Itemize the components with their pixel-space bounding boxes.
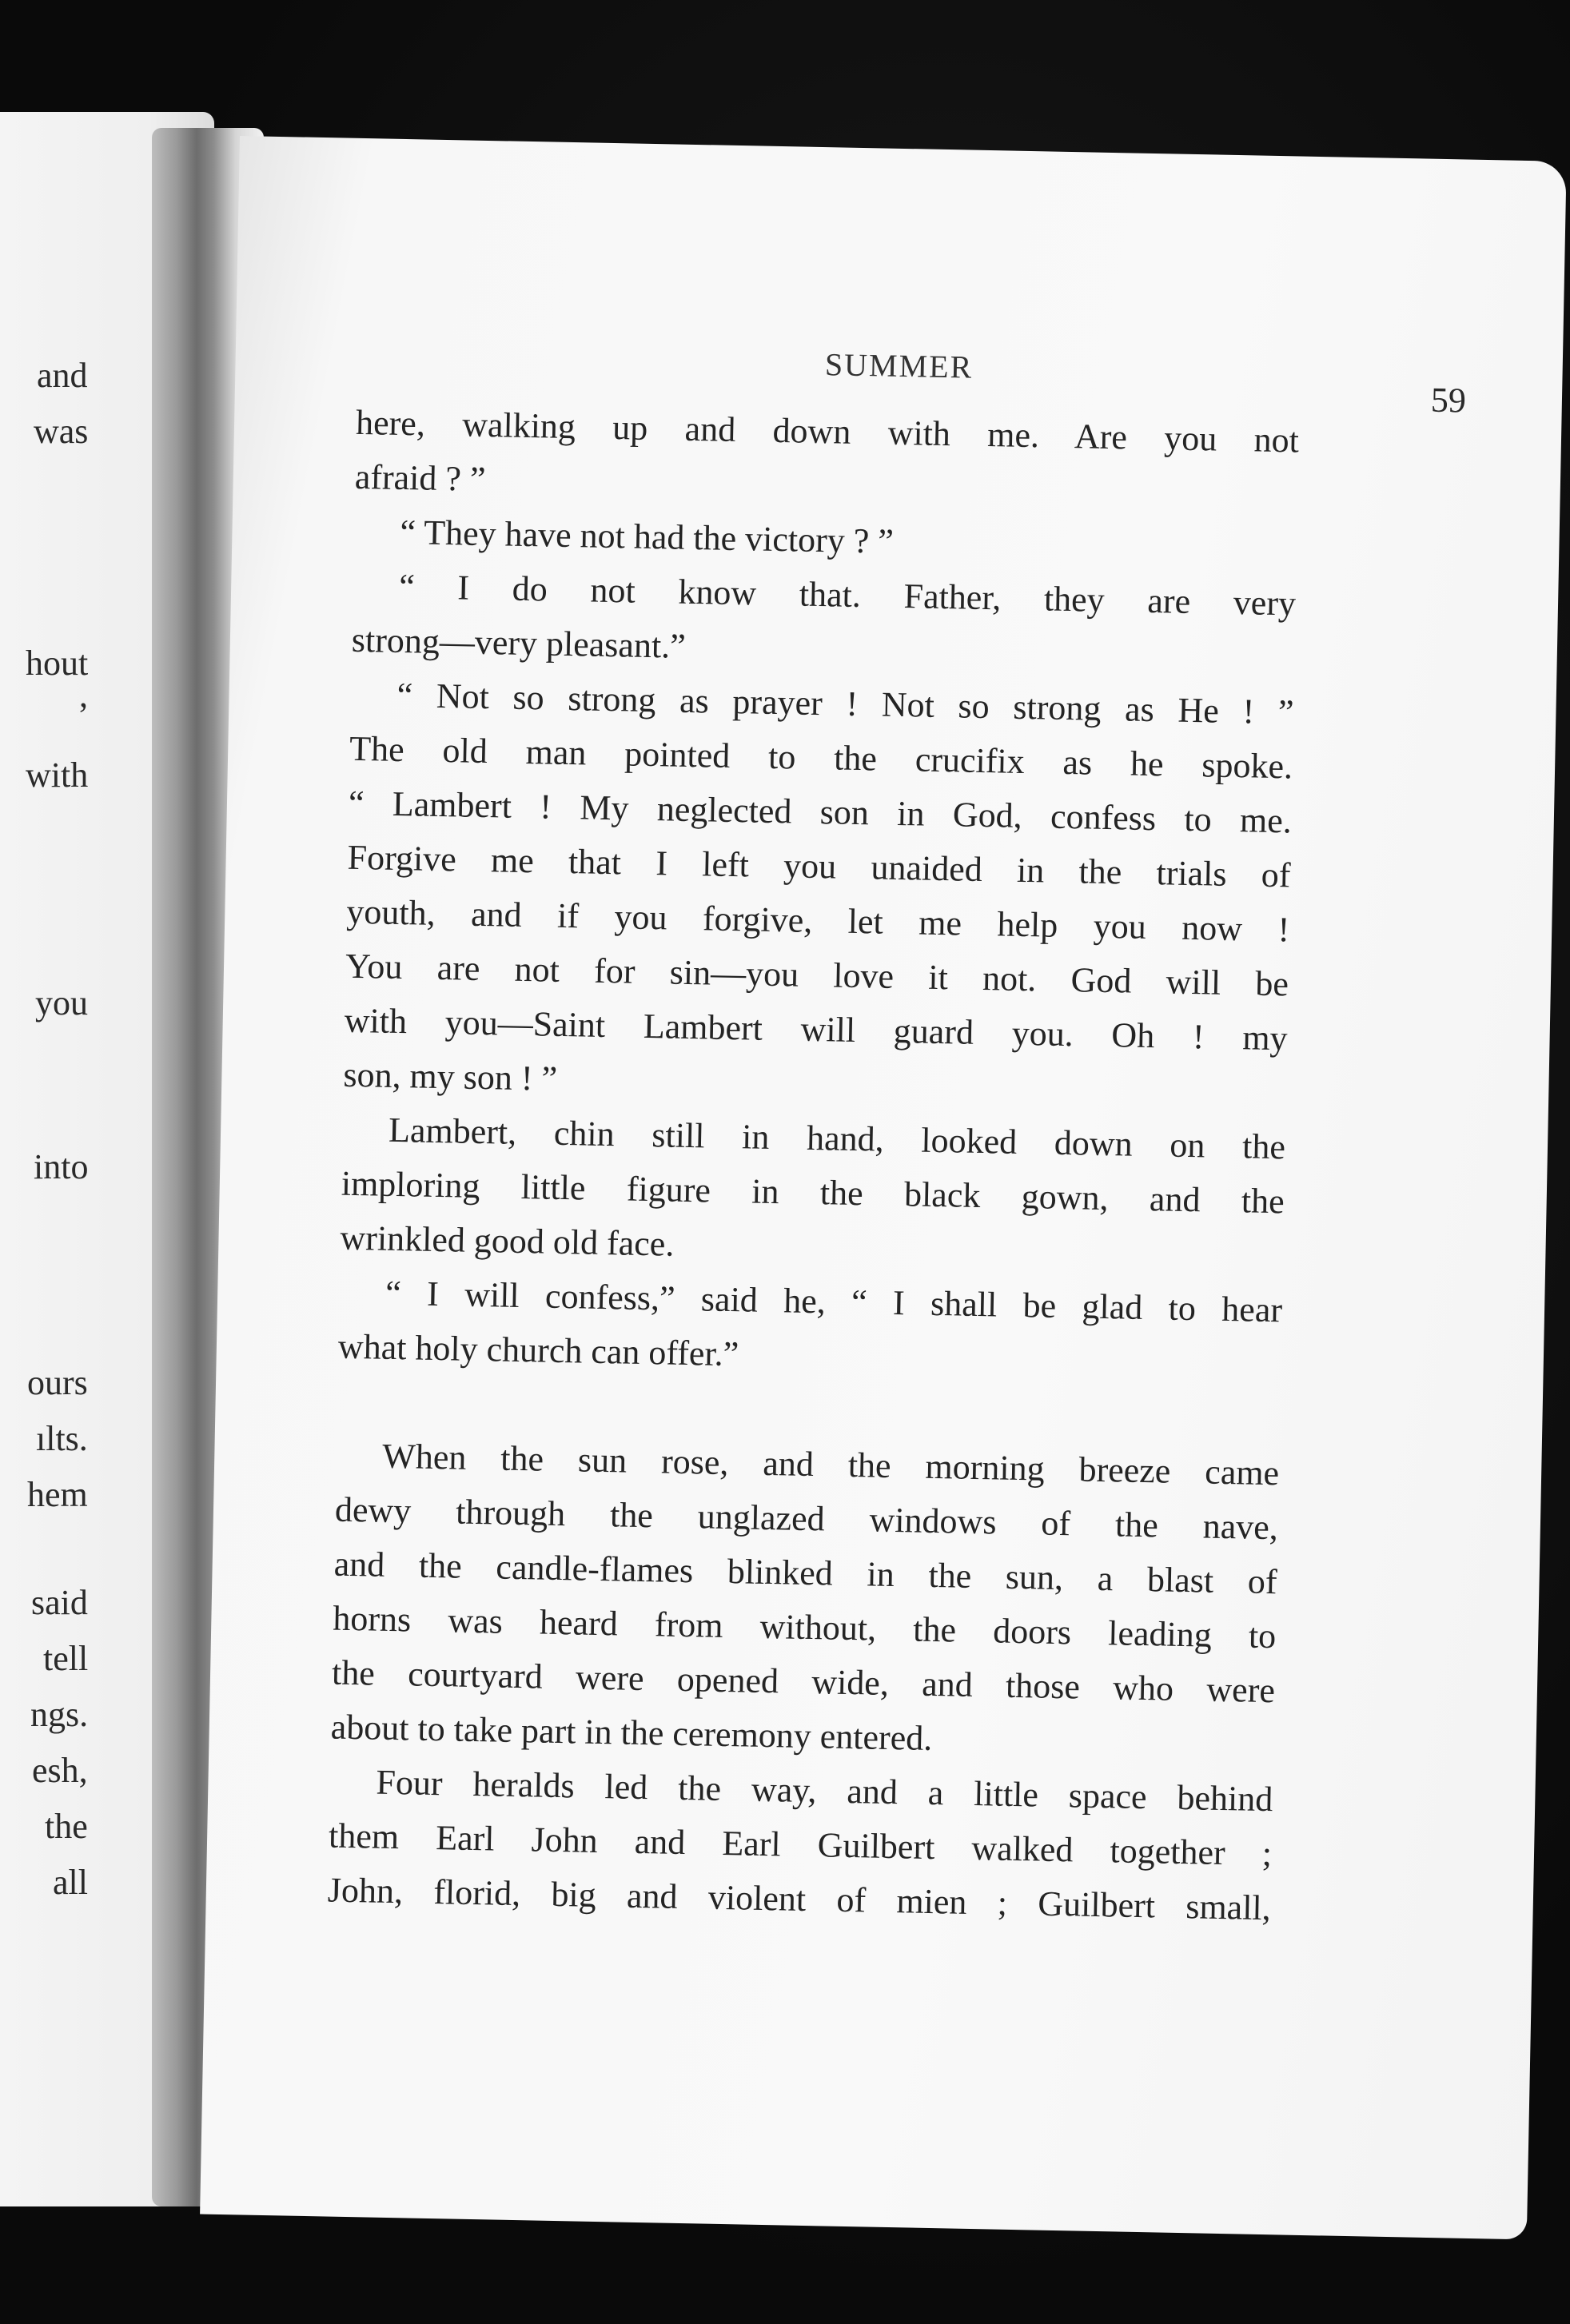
left-page-line: with <box>26 755 89 795</box>
left-page-line: said <box>31 1583 88 1622</box>
body-text <box>327 396 1299 1935</box>
text-line: strong—very pleasant.” <box>351 620 687 666</box>
text-line: imploring little figure in the black gown, and the <box>341 1163 1285 1222</box>
text-line: Lambert, chin still in hand, looked down on the <box>388 1110 1286 1167</box>
text-line: with you—Saint Lambert will guard you. Oh ! my <box>344 1000 1289 1058</box>
text-line: dewy through the unglazed windows of the nave, <box>334 1489 1279 1548</box>
left-page-line: you <box>35 983 88 1022</box>
text-line: Four heralds led the way, and a little space behind <box>376 1762 1273 1820</box>
page-number: 59 <box>1430 380 1467 421</box>
left-page-line: esh, <box>32 1751 88 1790</box>
text-line: When the sun rose, and the morning breeze came <box>381 1436 1280 1493</box>
text-line: what holy church can offer.” <box>337 1326 739 1374</box>
text-line: John, florid, big and violent of mien ; Guilbert small, <box>327 1870 1272 1928</box>
text-line: here, walking up and down with me. Are you not <box>355 402 1300 460</box>
text-line: You are not for sin—you love it not. God will be <box>345 946 1289 1004</box>
text-line: The old man pointed to the crucifix as he spoke. <box>349 728 1293 787</box>
left-page-line: hout <box>26 644 89 683</box>
left-page-line: tell <box>43 1639 89 1678</box>
left-page-line: ılts. <box>36 1419 88 1458</box>
text-line: “ Lambert ! My neglected son in God, confess to me. <box>348 783 1293 841</box>
running-head: SUMMER <box>824 346 974 385</box>
text-line: wrinkled good old face. <box>340 1218 675 1264</box>
left-page-line: hem <box>27 1475 88 1514</box>
left-page-line: and <box>37 356 88 395</box>
left-page-line: ours <box>27 1363 88 1402</box>
left-page-line: all <box>53 1863 88 1902</box>
text-line: son, my son ! ” <box>343 1054 558 1098</box>
text-line: the courtyard were opened wide, and those who were <box>331 1652 1276 1711</box>
text-line: Forgive me that I left you unaided in the trials of <box>347 837 1291 895</box>
text-line: youth, and if you forgive, let me help you now ! <box>345 891 1290 950</box>
left-page-line: the <box>45 1807 88 1846</box>
left-page-line: , <box>79 676 88 715</box>
text-line: and the candle-flames blinked in the sun, a blast of <box>333 1544 1277 1602</box>
text-line: about to take part in the ceremony entered. <box>330 1707 933 1758</box>
text-line: “ I will confess,” said he, “ I shall be glad to hear <box>385 1273 1283 1330</box>
text-line: “ Not so strong as prayer ! Not so strong as He ! ” <box>396 675 1294 732</box>
text-line: “ They have not had the victory ? ” <box>400 512 895 561</box>
right-page <box>200 136 1567 2239</box>
text-line: afraid ? ” <box>354 456 486 499</box>
text-line: them Earl John and Earl Guilbert walked together ; <box>328 1816 1273 1874</box>
text-line: horns was heard from without, the doors leading to <box>332 1598 1277 1656</box>
left-page-line: ngs. <box>30 1695 89 1734</box>
left-page-line: into <box>34 1147 89 1186</box>
left-page-line: was <box>34 412 89 451</box>
text-line: “ I do not know that. Father, they are very <box>398 566 1297 624</box>
